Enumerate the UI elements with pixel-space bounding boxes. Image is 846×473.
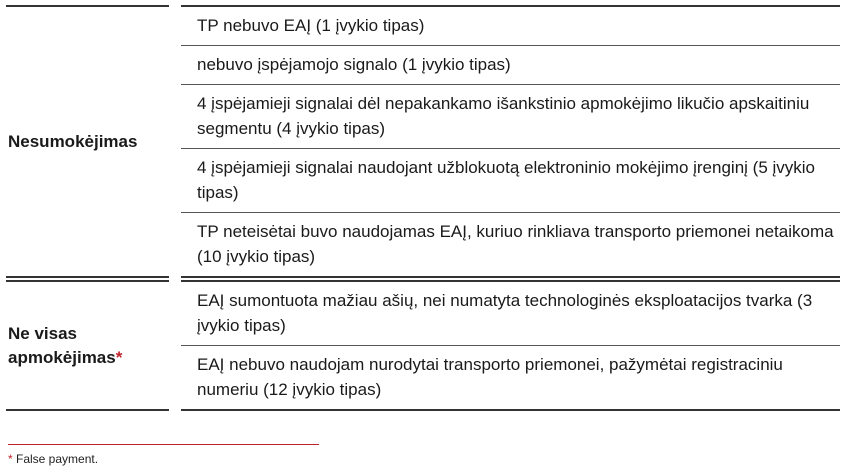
footnote-divider <box>8 444 319 445</box>
footnote-mark: * <box>8 452 13 466</box>
table-row: EAĮ nebuvo naudojam nurodytai transporto priemonei, pažymėtai registraciniu numeriu (12 įvykio tipas) <box>197 355 783 399</box>
group-label <box>6 5 169 278</box>
table-row: nebuvo įspėjamojo signalo (1 įvykio tipas) <box>181 46 840 85</box>
group-ne-visas-apmokejimas <box>6 280 840 411</box>
table-row: TP nebuvo EAĮ (1 įvykio tipas) <box>181 7 840 46</box>
group-nesumokejimas <box>6 5 840 278</box>
table-row: EAĮ sumontuota mažiau ašių, nei numatyta technologinės eksploatacijos tvarka (3 įvykio tipas) <box>181 282 840 346</box>
table-row: 4 įspėjamieji signalai naudojant užblokuotą elektroninio mokėjimo įrenginį (5 įvykio tipas) <box>181 149 840 213</box>
group-label <box>6 280 169 411</box>
group-rows <box>181 280 840 411</box>
event-type-table <box>6 5 840 411</box>
footnote-text: False payment. <box>12 452 99 466</box>
group-label-text: Ne visas apmokėjimas* <box>8 323 123 367</box>
asterisk-mark: * <box>115 347 123 367</box>
group-label-text: Nesumokėjimas <box>8 131 138 151</box>
table-row: 4 įspėjamieji signalai dėl nepakankamo išankstinio apmokėjimo likučio apskaitiniu segmentu (4 įvykio tipas) <box>181 85 840 149</box>
group-rows <box>181 5 840 278</box>
table-row: TP neteisėtai buvo naudojamas EAĮ, kuriuo rinkliava transporto priemonei netaikoma (10 įvykio tipas) <box>197 222 834 266</box>
footnote <box>8 452 98 466</box>
